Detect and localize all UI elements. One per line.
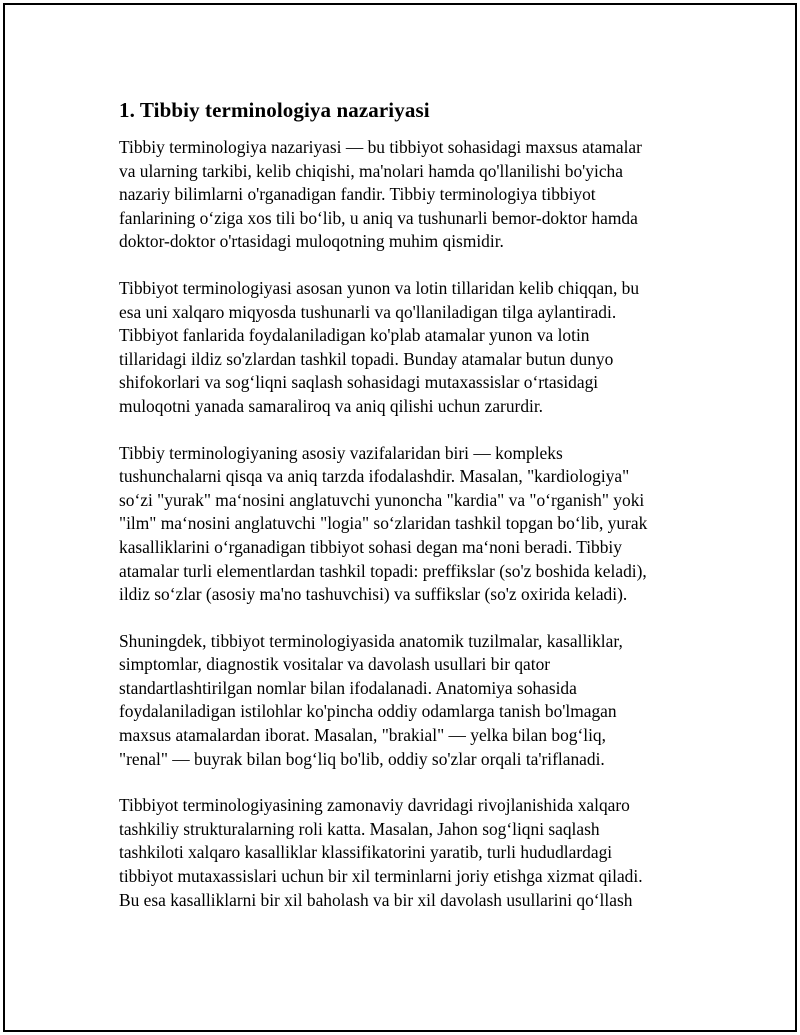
paragraph-line: "ilm" ma‘nosini anglatuvchi "logia" so‘zlaridan tashkil topgan bo‘lib, yurak (119, 513, 648, 534)
section-heading: 1. Tibbiy terminologiya nazariyasi (119, 98, 430, 122)
paragraph-line: Bu esa kasalliklarni bir xil baholash va bir xil davolash usullarini qo‘llash (119, 889, 633, 910)
paragraph-line: so‘zi "yurak" ma‘nosini anglatuvchi yunoncha "kardia" va "o‘rganish" yoki (119, 489, 645, 510)
paragraph-line: Tibbiy terminologiya nazariyasi — bu tibbiyot sohasidagi maxsus atamalar (119, 137, 642, 157)
paragraph-line: nazariy bilimlarni o'rganadigan fandir. Tibbiy terminologiya tibbiyot (119, 184, 596, 205)
paragraph-line: Shuningdek, tibbiyot terminologiyasida anatomik tuzilmalar, kasalliklar, (119, 630, 623, 651)
paragraph-line: tillaridagi ildiz so'zlardan tashkil topadi. Bunday atamalar butun dunyo (119, 348, 614, 369)
paragraph-line: tushunchalarni qisqa va aniq tarzda ifodalashdir. Masalan, "kardiologiya" (119, 466, 630, 487)
paragraph-line: tashkiloti xalqaro kasalliklar klassifikatorini yaratib, turli hududlardagi (119, 842, 613, 863)
body-paragraph (119, 442, 694, 607)
body-paragraph (119, 630, 694, 772)
document-page (3, 3, 797, 1032)
paragraph-line: ildiz so‘zlar (asosiy ma'no tashuvchisi) va suffikslar (so'z oxirida keladi). (119, 584, 628, 605)
paragraph-line: doktor-doktor o'rtasidagi muloqotning muhim qismidir. (119, 231, 504, 252)
paragraph-line: shifokorlari va sog‘liqni saqlash sohasidagi mutaxassislar o‘rtasidagi (119, 372, 599, 393)
paragraph-line: va ularning tarkibi, kelib chiqishi, ma'nolari hamda qo'llanilishi bo'yicha (119, 160, 623, 181)
paragraph-line: atamalar turli elementlardan tashkil topadi: preffikslar (so'z boshida keladi), (119, 560, 647, 581)
paragraph-line: Tibbiyot terminologiyasi asosan yunon va lotin tillaridan kelib chiqqan, bu (119, 277, 640, 298)
paragraph-line: "renal" — buyrak bilan bog‘liq bo'lib, oddiy so'zlar orqali ta'riflanadi. (119, 748, 605, 769)
paragraph-line: maxsus atamalardan iborat. Masalan, "brakial" — yelka bilan bog‘liq, (119, 725, 606, 746)
paragraph-line: tashkiliy strukturalarning roli katta. Masalan, Jahon sog‘liqni saqlash (119, 818, 600, 839)
body-paragraph (119, 136, 694, 254)
paragraph-line: standartlashtirilgan nomlar bilan ifodalanadi. Anatomiya sohasida (119, 677, 577, 698)
paragraph-line: Tibbiy terminologiyaning asosiy vazifalaridan biri — kompleks (119, 442, 563, 463)
paragraph-line: simptomlar, diagnostik vositalar va davolash usullari bir qator (119, 654, 551, 675)
paragraph-line: kasalliklarini o‘rganadigan tibbiyot sohasi degan ma‘noni beradi. Tibbiy (119, 536, 622, 557)
paragraph-line: esa uni xalqaro miqyosda tushunarli va qo'llaniladigan tilga aylantiradi. (119, 301, 617, 322)
paragraph-line: fanlarining o‘ziga xos tili bo‘lib, u aniq va tushunarli bemor-doktor hamda (119, 207, 638, 228)
body-paragraph (119, 794, 694, 912)
paragraph-line: foydalaniladigan istilohlar ko'pincha oddiy odamlarga tanish bo'lmagan (119, 701, 617, 722)
body-paragraph (119, 277, 694, 419)
paragraph-line: muloqotni yanada samaraliroq va aniq qilishi uchun zarurdir. (119, 395, 544, 416)
document-content (119, 97, 694, 935)
paragraph-line: tibbiyot mutaxassislari uchun bir xil terminlarni joriy etishga xizmat qiladi. (119, 866, 643, 887)
paragraph-line: Tibbiyot fanlarida foydalaniladigan ko'plab atamalar yunon va lotin (119, 325, 590, 346)
paragraph-list (119, 136, 694, 912)
paragraph-line: Tibbiyot terminologiyasining zamonaviy davridagi rivojlanishida xalqaro (119, 795, 630, 816)
